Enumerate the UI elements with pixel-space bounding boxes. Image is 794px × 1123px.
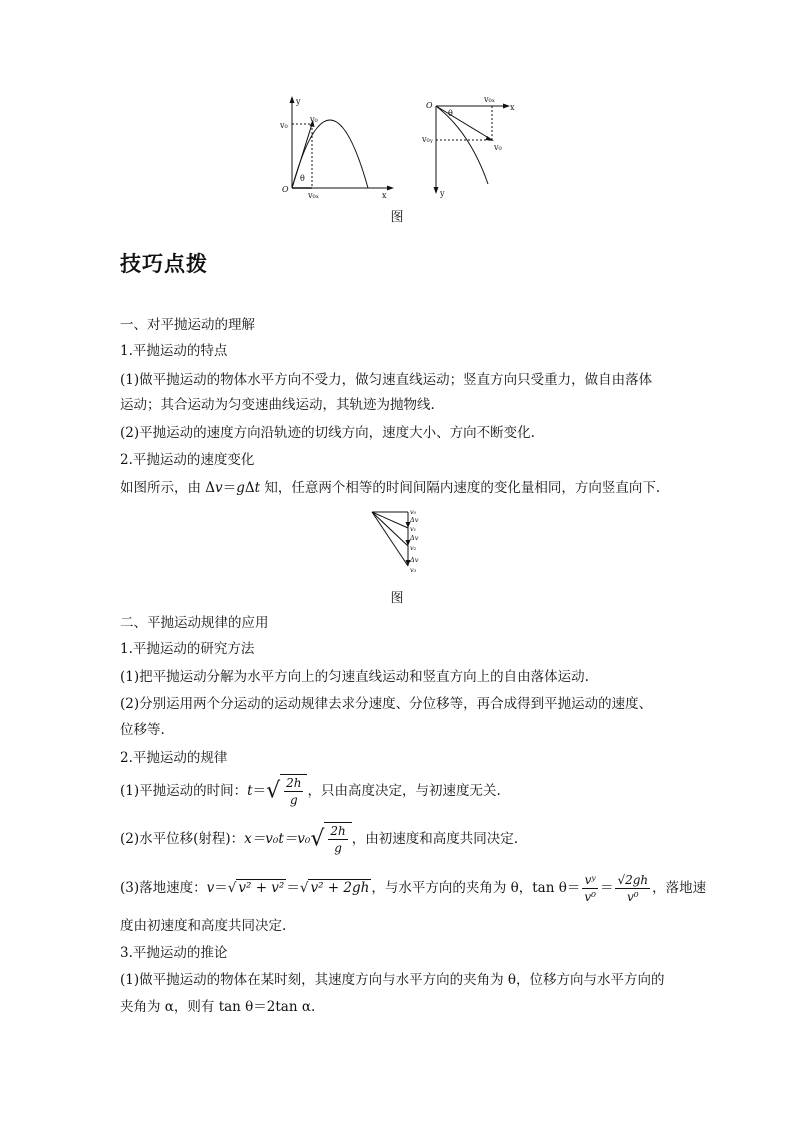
vel-label-2: v₁ [410,525,417,533]
f3-fd1: v⁰ [584,890,596,904]
oblique-labels [279,97,387,200]
label-origin-2: O [426,101,433,110]
vel-label-6: v₃ [410,566,417,574]
figure-caption-mid: 图 [390,591,404,606]
label-v0x: v₀ₓ [308,191,320,200]
label-v0y: v₀ [280,121,288,130]
label-y: y [296,97,301,106]
part1-p3 [120,480,660,496]
part1-p2: (2)平抛运动的速度方向沿轨迹的切线方向，速度大小、方向不断变化. [120,425,535,441]
f3-eq3: ＝ [599,880,614,896]
label-x-2: x [510,103,515,112]
part2-heading: 二、平抛运动规律的应用 [120,615,269,631]
part1-heading: 一、对平抛运动的理解 [120,317,255,333]
figure-caption-top: 图 [390,210,404,225]
part2-p2a: (2)分别运用两个分运动的运动规律去求分速度、分位移等，再合成得到平抛运动的速度、 [120,696,653,712]
f3-post: ，落地速 [652,880,707,896]
velocity-change-figure [368,506,428,578]
part1-sub1: 1.平抛运动的特点 [120,343,228,359]
formula-landing-speed-cont: 度由初速度和高度共同决定. [120,918,287,934]
f3-fd2: v⁰ [626,890,639,904]
horizontal-labels [421,95,515,198]
section-title: 技巧点拨 [120,252,208,276]
f3-mid: ，与水平方向的夹角为 θ，tan θ＝ [371,880,581,896]
label-origin: O [282,185,289,194]
f3-eq2: ＝ [286,880,300,896]
p3-t: t [254,480,261,496]
p3-v: v [215,480,223,496]
part1-p1b: 运动；其合运动为匀变速曲线运动，其轨迹为抛物线. [120,397,435,413]
label-y-2: y [440,189,445,198]
vel-label-1: Δv [410,516,419,524]
f1-var: t [247,783,253,799]
f2-den: g [334,841,342,855]
vel-label-0: v₀ [410,508,417,516]
formula-time: (1)平抛运动的时间：t＝√ $\frac{2h}{g}$ ，只由高度决定，与初速度无关. [120,776,501,807]
part2-p5b: 夹角为 α，则有 tan θ＝2tan α. [120,999,316,1015]
f3-v: v [206,880,215,896]
f3-eq: ＝ [214,880,228,896]
f1-pre: (1)平抛运动的时间： [120,783,248,799]
formula-range: (2)水平位移(射程)：x＝v₀t＝v₀√ $\frac{2h}{g}$ ，由初速度和高度共同决定. [120,824,519,855]
label-v0x-2: v₀ₓ [484,95,496,104]
p3-eq: ＝ [222,480,237,496]
vel-label-4: v₂ [410,544,417,552]
part2-sub2: 2.平抛运动的规律 [120,750,228,766]
part2-p1: (1)把平抛运动分解为水平方向上的匀速直线运动和竖直方向上的自由落体运动. [120,669,589,685]
p3-g: g [236,480,245,496]
f1-eq: ＝ [252,783,267,799]
label-theta-2: θ [448,109,453,118]
projectile-diagrams-figure [270,92,530,204]
f2-post: ，由初速度和高度共同决定. [351,831,519,847]
label-theta: θ [300,174,305,183]
p3-pre: 如图所示，由 Δ [120,480,216,496]
f1-num: 2h [286,776,302,790]
oblique-projectile-diagram [290,96,395,191]
label-v0y-2: v₀ᵧ [422,135,433,144]
f3-rad2: v² + 2gh [310,880,370,896]
part1-p1a: (1)做平抛运动的物体水平方向不受力，做匀速直线运动；竖直方向只受重力，做自由落体 [120,372,653,388]
label-v0: v₀ [310,115,318,124]
f3-fn2: √2gh [617,873,649,887]
f1-den: g [289,793,298,807]
part1-sub2: 2.平抛运动的速度变化 [120,452,255,468]
part2-p5a: (1)做平抛运动的物体在某时刻，其速度方向与水平方向的夹角为 θ，位移方向与水平方向的 [120,972,665,988]
part2-p2b: 位移等. [120,722,165,738]
f3-pre: (3)落地速度： [120,880,207,896]
part2-sub1: 1.平抛运动的研究方法 [120,641,255,657]
f1-post: ，只由高度决定，与初速度无关. [307,783,501,799]
label-v-2: v₀ [494,143,502,152]
vel-label-5: Δv [410,556,419,564]
vel-label-3: Δv [410,534,419,542]
f2-mid: ＝v₀t＝v₀ [251,831,311,847]
f3-rad1: v² + v² [238,880,285,896]
p3-post: 知，任意两个相等的时间间隔内速度的变化量相同，方向竖直向下. [260,480,661,496]
f2-num: 2h [330,824,346,838]
p3-delta: Δ [244,480,255,496]
f2-x: x [244,831,252,847]
f2-pre: (2)水平位移(射程)： [120,831,245,847]
formula-landing-speed: (3)落地速度：v＝√ v² + v² ＝√ v² + 2gh ，与水平方向的夹角为 θ，tan θ＝ $\frac{\text{vʸ}}{\text{v⁰}}$ ＝ $\frac{√2gh}{\text{v⁰}}$ ，落地速 [120,873,707,904]
f3-fn1: vʸ [582,872,598,889]
part2-sub3: 3.平抛运动的推论 [120,945,228,961]
label-x: x [382,191,387,200]
